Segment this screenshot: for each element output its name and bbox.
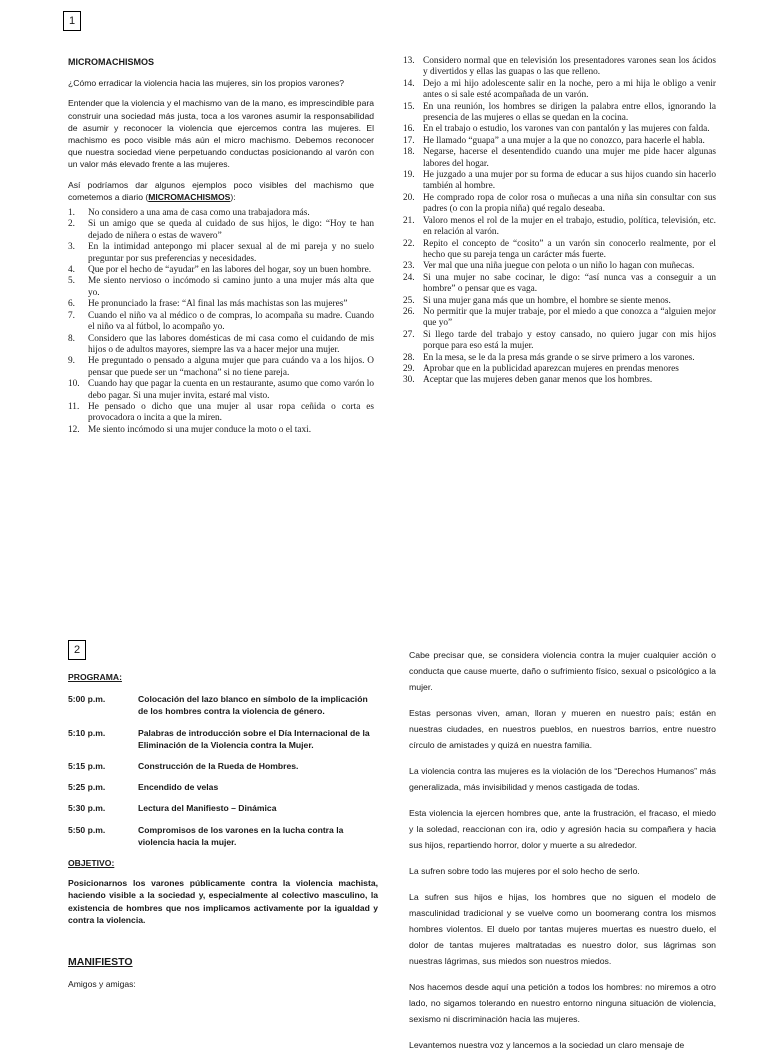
item-text: No considero a una ama de casa como una trabajadora más. bbox=[88, 208, 310, 219]
greeting: Amigos y amigas: bbox=[68, 979, 136, 990]
item-number: 6. bbox=[68, 299, 75, 310]
item-text: En la intimidad antepongo mi placer sexual al de mi pareja y no suelo preguntar por sus preferencias y necesidades. bbox=[88, 242, 374, 264]
item-number: 11. bbox=[68, 401, 80, 412]
item-number: 29. bbox=[403, 363, 415, 374]
list-item bbox=[403, 170, 716, 193]
item-number: 13. bbox=[403, 56, 415, 66]
item-number: 5. bbox=[68, 276, 75, 287]
item-text: Que por el hecho de “ayudar” en las labores del hogar, soy un buen hombre. bbox=[88, 265, 372, 276]
item-text: En una reunión, los hombres se dirigen la palabra entre ellos, ignorando la presencia de las mujeres o ellas se quedan en la cocina. bbox=[423, 101, 716, 124]
list-item bbox=[68, 402, 374, 425]
item-number: 22. bbox=[403, 238, 415, 249]
list-item bbox=[68, 379, 374, 402]
programa-description: Lectura del Manifiesto – Dinámica bbox=[138, 803, 277, 814]
item-text: He pronunciado la frase: “Al final las más machistas son las mujeres” bbox=[88, 299, 348, 310]
item-number: 12. bbox=[68, 424, 80, 435]
programa-time: 5:50 p.m. bbox=[68, 824, 106, 835]
list-item bbox=[68, 219, 374, 242]
manifiesto-paragraph: La violencia contra las mujeres es la violación de los “Derechos Humanos” más generalizada, más invisibilidad y menos castigada de todas. bbox=[409, 766, 716, 792]
manifiesto-paragraph: La sufren sus hijos e hijas, los hombres que no siguen el modelo de masculinidad tradicional y se vuelve como un boomerang contra los mismos hombres violentos. El duelo por tantas mujeres muertas es nuestro duelo, el dolor de tantas mujeres maltratadas es nuestro dolor, sus lágrimas son nuestras lágrimas, sus miedos son nuestros miedos. bbox=[409, 892, 716, 966]
item-text: He comprado ropa de color rosa o muñecas a una niña sin consultar con sus padres (o con la propia niña) qué regalo deseaba. bbox=[423, 192, 716, 215]
programa-title: PROGRAMA: bbox=[68, 672, 122, 682]
list-item bbox=[68, 334, 374, 357]
item-number: 4. bbox=[68, 265, 75, 276]
item-number: 10. bbox=[68, 379, 80, 390]
item-text: Si una mujer gana más que un hombre, el hombre se siente menos. bbox=[423, 295, 671, 306]
item-text: Ver mal que una niña juegue con pelota o un niño lo hagan con muñecas. bbox=[423, 261, 695, 272]
page-title: MICROMACHISMOS bbox=[68, 57, 154, 67]
programa-row bbox=[68, 693, 378, 717]
item-number: 17. bbox=[403, 135, 415, 146]
list-item bbox=[403, 364, 716, 375]
page-number: 2 bbox=[73, 644, 81, 656]
item-text: Valoro menos el rol de la mujer en el trabajo, estudio, política, televisión, etc. en relación al varón. bbox=[423, 215, 716, 238]
list-item bbox=[403, 307, 716, 330]
list-item bbox=[403, 193, 716, 216]
programa-time: 5:00 p.m. bbox=[68, 694, 106, 705]
item-text: Si llego tarde del trabajo y estoy cansado, no quiero jugar con mis hijos porque para eso está la mujer. bbox=[423, 329, 716, 352]
item-number: 28. bbox=[403, 352, 415, 363]
programa-description: Construcción de la Rueda de Hombres. bbox=[138, 761, 299, 772]
item-number: 14. bbox=[403, 78, 415, 89]
item-text: Me siento incómodo si una mujer conduce la moto o el taxi. bbox=[88, 424, 312, 435]
item-number: 3. bbox=[68, 242, 75, 253]
page2-left-column bbox=[68, 671, 378, 990]
item-text: Aceptar que las mujeres deben ganar menos que los hombres. bbox=[423, 375, 653, 386]
item-text: Si un amigo que se queda al cuidado de sus hijos, le digo: “Hoy te han dejado de niñera o estas de wavero” bbox=[88, 219, 374, 241]
programa-row bbox=[68, 727, 378, 751]
list-item bbox=[403, 124, 716, 135]
item-number: 20. bbox=[403, 192, 415, 203]
list-item bbox=[403, 136, 716, 147]
objetivo-title: OBJETIVO: bbox=[68, 858, 115, 869]
list-item bbox=[403, 102, 716, 125]
item-text: Si una mujer no sabe cocinar, le digo: “así nunca vas a conseguir a un hombre” o pensar que es vaga. bbox=[423, 272, 716, 295]
list-item bbox=[68, 265, 374, 276]
item-text: Considero normal que en televisión los presentadores varones sean los ácidos y divertidos y ellas las guapas o las que relleno. bbox=[423, 56, 716, 78]
item-text: En la mesa, se le da la presa más grande o se sirve primero a los varones. bbox=[423, 352, 695, 363]
programa-description: Encendido de velas bbox=[138, 782, 219, 793]
intro-question: ¿Cómo erradicar la violencia hacia las mujeres, sin los propios varones? bbox=[68, 78, 345, 89]
manifiesto-paragraph: La sufren sobre todo las mujeres por el solo hecho de serlo. bbox=[409, 866, 640, 876]
page-number: 1 bbox=[68, 15, 76, 27]
item-text: He juzgado a una mujer por su forma de educar a sus hijos cuando sin hacerlo también al hombre. bbox=[423, 170, 716, 192]
item-text: Dejo a mi hijo adolescente salir en la noche, pero a mi hija le obligo a venir antes o si sale esté acompañada de un varón. bbox=[423, 78, 716, 101]
programa-row bbox=[68, 760, 378, 772]
item-number: 30. bbox=[403, 375, 415, 386]
page1-left-column bbox=[68, 56, 374, 436]
item-number: 27. bbox=[403, 329, 415, 340]
micromachismos-list-left bbox=[68, 208, 374, 436]
manifiesto-paragraph: Levantemos nuestra voz y lancemos a la sociedad un claro mensaje de bbox=[409, 1040, 685, 1050]
programa-time: 5:25 p.m. bbox=[68, 782, 106, 793]
programa-row bbox=[68, 824, 378, 848]
manifiesto-paragraph: Cabe precisar que, se considera violencia contra la mujer cualquier acción o conducta que cause muerte, daño o sufrimiento físico, sexual o psicológico a la mujer. bbox=[409, 650, 716, 692]
list-item bbox=[403, 353, 716, 364]
item-text: No permitir que la mujer trabaje, por el miedo a que conozca a “alguien mejor que yo” bbox=[423, 306, 716, 329]
item-number: 9. bbox=[68, 356, 75, 367]
programa-row bbox=[68, 802, 378, 814]
list-item bbox=[68, 299, 374, 310]
list-item bbox=[68, 276, 374, 299]
item-text: He preguntado o pensado a alguna mujer que para cuándo va a los hijos. O pensar que puede ser un “machona” si no tiene pareja. bbox=[88, 356, 374, 378]
item-number: 23. bbox=[403, 261, 415, 272]
item-number: 1. bbox=[68, 208, 75, 219]
manifiesto-paragraph: Esta violencia la ejercen hombres que, ante la frustración, el fracaso, el miedo y la soledad, reaccionan con ira, odio y agresión hacia su compañera y hacia sus hijos, repartiendo horror, dolor y muerte a su alrededor. bbox=[409, 808, 716, 850]
item-number: 19. bbox=[403, 170, 415, 181]
manifiesto-paragraph: Estas personas viven, aman, lloran y mueren en nuestro país; están en nuestras ciudades, en nuestros pueblos, en nuestros barrios, entre nuestro círculo de amistades y quizá en nuestra familia. bbox=[409, 708, 716, 750]
programa-list bbox=[68, 693, 378, 848]
list-item bbox=[403, 273, 716, 296]
list-item bbox=[68, 242, 374, 265]
programa-time: 5:15 p.m. bbox=[68, 761, 106, 772]
list-item bbox=[403, 261, 716, 272]
item-text: Me siento nervioso o incómodo si camino junto a una mujer más alta que yo. bbox=[88, 276, 374, 298]
programa-description: Colocación del lazo blanco en símbolo de la implicación de los hombres contra la violencia de género. bbox=[138, 694, 368, 717]
manifiesto-title: MANIFIESTO bbox=[68, 956, 133, 969]
item-number: 25. bbox=[403, 295, 415, 306]
item-text: Negarse, hacerse el desentendido cuando una mujer me pide hacer algunas labores del hogar. bbox=[423, 147, 716, 169]
item-number: 21. bbox=[403, 215, 415, 226]
list-item bbox=[68, 311, 374, 334]
list-item bbox=[68, 425, 374, 436]
programa-time: 5:10 p.m. bbox=[68, 727, 106, 738]
list-item bbox=[403, 330, 716, 353]
list-item bbox=[403, 296, 716, 307]
page-number-box-2 bbox=[68, 640, 86, 660]
item-text: Cuando hay que pagar la cuenta en un restaurante, asumo que como varón lo debo pagar. Si una mujer invita, estaré mal visto. bbox=[88, 379, 374, 401]
item-text: Considero que las labores domésticas de mi casa como el cuidando de mis hijos o de adultos mayores, siempre las va a hacer mejor una mujer. bbox=[88, 333, 374, 355]
item-text: He pensado o dicho que una mujer al usar ropa ceñida o corta es provocadora o incita a que la miren. bbox=[88, 401, 374, 424]
item-number: 16. bbox=[403, 124, 415, 135]
programa-description: Palabras de introducción sobre el Día Internacional de la Eliminación de la Violencia contra la Mujer. bbox=[138, 727, 370, 750]
list-item bbox=[403, 216, 716, 239]
list-item bbox=[68, 208, 374, 219]
term-micromachismos: MICROMACHISMOS bbox=[148, 191, 231, 202]
item-number: 15. bbox=[403, 101, 415, 112]
page1-right-column bbox=[403, 56, 716, 387]
list-item bbox=[403, 239, 716, 262]
item-number: 7. bbox=[68, 310, 75, 321]
manifiesto-paragraph: Nos hacemos desde aquí una petición a todos los hombres: no miremos a otro lado, no sigamos tolerando en nuestro entorno ninguna situación de violencia, sexismo ni discriminación hacia las mujeres. bbox=[409, 982, 716, 1024]
intro-paragraph: Entender que la violencia y el machismo van de la mano, es imprescindible para construir una sociedad más justa, toca a los varones asumir la responsabilidad de asumir y reconocer la violencia que ejercemos contra las mujeres. El machismo es poco visible más aún el micro machismo. Debemos reconocer que nuestra sociedad viene perpetuando conductas posicionando al varón con un valor más elevado frente a las mujeres. bbox=[68, 98, 374, 170]
item-number: 8. bbox=[68, 333, 75, 344]
micromachismos-list-right bbox=[403, 56, 716, 387]
item-number: 24. bbox=[403, 272, 415, 283]
list-item bbox=[403, 147, 716, 170]
item-number: 26. bbox=[403, 306, 415, 317]
item-number: 2. bbox=[68, 219, 75, 230]
item-text: He llamado “guapa” a una mujer a la que no conozco, para hacerle el habla. bbox=[423, 135, 705, 146]
item-text: Cuando el niño va al médico o de compras, lo acompaña su madre. Cuando el niño va al fútbol, lo acompaño yo. bbox=[88, 310, 374, 333]
list-item bbox=[403, 375, 716, 386]
programa-row bbox=[68, 781, 378, 793]
page2-right-column bbox=[409, 647, 716, 1063]
item-text: Repito el concepto de “cosito” a un varón sin conocerlo realmente, por el hecho que su pareja tenga un carácter más fuerte. bbox=[423, 238, 716, 260]
list-item bbox=[403, 56, 716, 79]
list-item bbox=[403, 79, 716, 102]
item-text: En el trabajo o estudio, los varones van con pantalón y las mujeres con falda. bbox=[423, 124, 710, 135]
list-item bbox=[68, 356, 374, 379]
programa-description: Compromisos de los varones en la lucha contra la violencia hacia la mujer. bbox=[138, 824, 344, 847]
programa-time: 5:30 p.m. bbox=[68, 803, 106, 814]
objetivo-text: Posicionarnos los varones públicamente contra la violencia machista, haciendo visible a la sociedad y, especialmente al colectivo masculino, la existencia de hombres que nos implicamos activamente por la igualdad y contra la violencia. bbox=[68, 878, 378, 925]
page-number-box bbox=[63, 11, 81, 31]
item-text: Aprobar que en la publicidad aparezcan mujeres en prendas menores bbox=[423, 363, 679, 374]
item-number: 18. bbox=[403, 147, 415, 158]
examples-lead: Así podríamos dar algunos ejemplos poco visibles del machismo que cometemos a diario (MICROMACHISMOS): bbox=[68, 179, 374, 202]
